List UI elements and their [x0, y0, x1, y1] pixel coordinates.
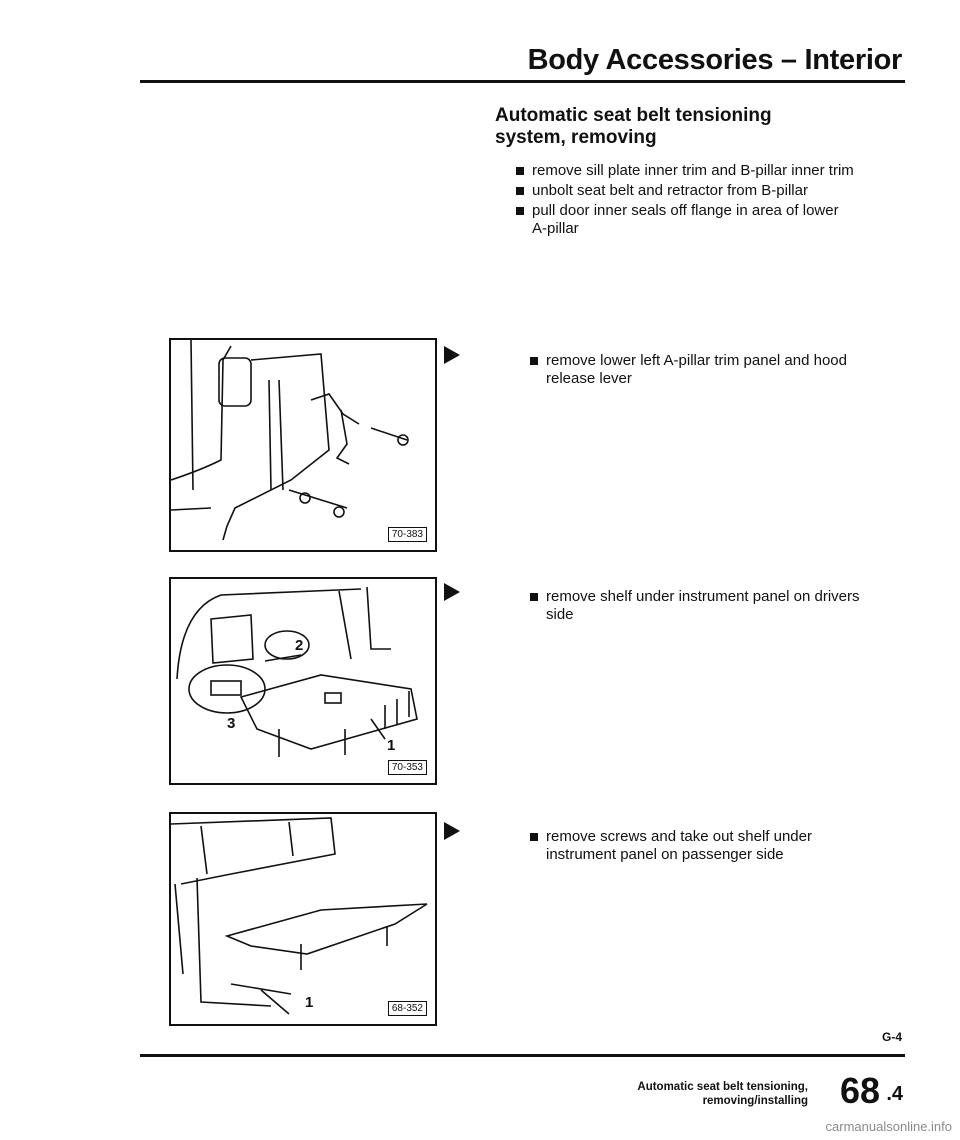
- intro-step: unbolt seat belt and retractor from B-pillar: [516, 182, 856, 200]
- page-number-suffix: .4: [886, 1083, 903, 1105]
- figure-passenger-shelf: [169, 812, 437, 1026]
- callout-label: 2: [295, 637, 304, 654]
- callout-label: 3: [227, 715, 236, 732]
- section-title: [495, 105, 875, 149]
- step-text: remove screws and take out shelf under instrument panel on passenger side: [530, 828, 860, 864]
- header-rule: [140, 80, 905, 83]
- arrow-right-icon: [444, 583, 460, 601]
- figure-b-step: [530, 588, 860, 626]
- intro-step: pull door inner seals off flange in area of lower A-pillar: [516, 202, 856, 238]
- page-code: G-4: [881, 1030, 902, 1044]
- driver-shelf-illustration: [171, 579, 435, 783]
- intro-step: remove sill plate inner trim and B-pillar inner trim: [516, 162, 856, 180]
- figure-a-pillar-trim: [169, 338, 437, 552]
- figure-id-label: 70-383: [388, 527, 427, 542]
- footer-caption: [637, 1080, 808, 1108]
- step-text: remove shelf under instrument panel on drivers side: [530, 588, 860, 624]
- footer-caption-line-1: Automatic seat belt tensioning,: [637, 1081, 808, 1093]
- watermark: carmanualsonline.info: [825, 1119, 952, 1134]
- callout-label: 1: [305, 994, 314, 1011]
- footer-rule: [140, 1054, 905, 1057]
- figure-id-label: 70-353: [388, 760, 427, 775]
- arrow-right-icon: [444, 822, 460, 840]
- callout-label: 1: [387, 737, 396, 754]
- figure-c-step: [530, 828, 860, 866]
- figure-a-step: [530, 352, 860, 390]
- passenger-shelf-illustration: [171, 814, 435, 1024]
- a-pillar-trim-illustration: [171, 340, 435, 550]
- section-title-line-2: system, removing: [495, 127, 657, 148]
- footer-caption-line-2: removing/installing: [702, 1095, 808, 1107]
- section-title-line-1: Automatic seat belt tensioning: [495, 105, 772, 126]
- figure-driver-shelf: [169, 577, 437, 785]
- step-text: remove lower left A-pillar trim panel and hood release lever: [530, 352, 860, 388]
- figure-id-label: 68-352: [388, 1001, 427, 1016]
- page-number: 68: [839, 1070, 880, 1111]
- intro-step-list: [516, 162, 856, 240]
- page-header-title: Body Accessories – Interior: [527, 44, 902, 76]
- arrow-right-icon: [444, 346, 460, 364]
